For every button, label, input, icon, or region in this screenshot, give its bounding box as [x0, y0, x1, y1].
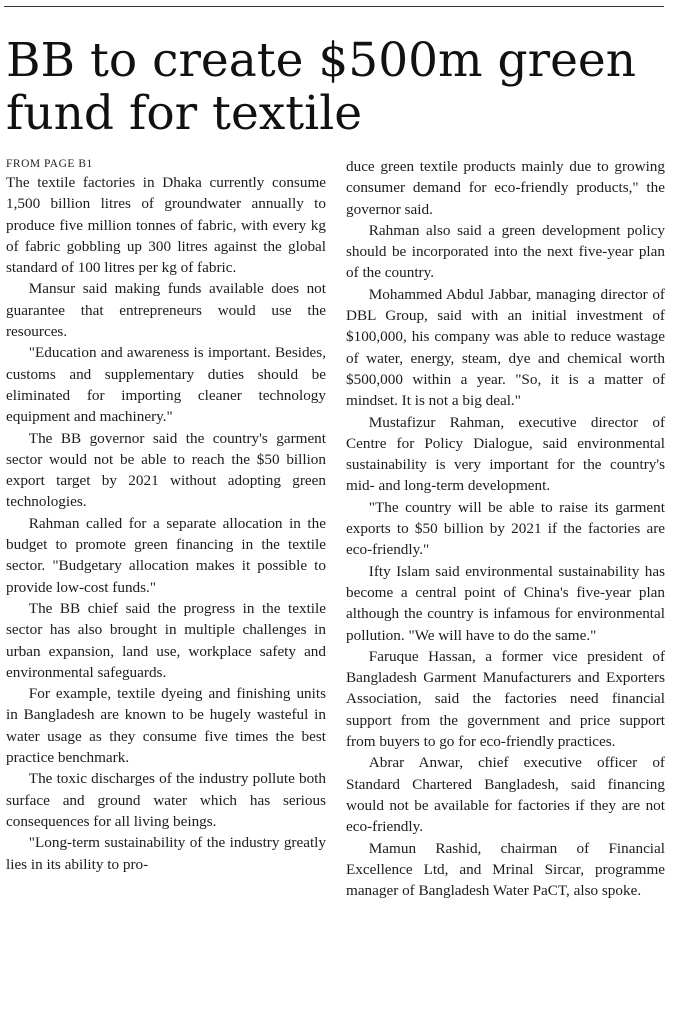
paragraph: Mamun Rashid, chairman of Financial Excellence Ltd, and Mrinal Sircar, programme manager of Bangladesh Water PaCT, also spoke. [346, 839, 665, 900]
paragraph: The BB governor said the country's garment sector would not be able to reach the $50 billion export target by 2021 without adopting green technologies. [6, 429, 326, 511]
paragraph: The textile factories in Dhaka currently consume 1,500 billion litres of groundwater annually to produce five million tonnes of fabric, with every kg of fabric gobbling up 300 litres against the global standard of 100 litres per kg of fabric. [6, 174, 326, 277]
paragraph: The toxic discharges of the industry pollute both surface and ground water which has serious consequences for all living beings. [6, 770, 326, 830]
paragraph: Faruque Hassan, a former vice president of Bangladesh Garment Manufacturers and Exporters Association, said the factories need financial support from the government and price support from buyers to go for eco-friendly practices. [346, 647, 665, 751]
paragraph-continuation: duce green textile products mainly due to growing consumer demand for eco-friendly products," the governor said. [346, 158, 665, 218]
paragraph: "Education and awareness is important. Besides, customs and supplementary duties should be eliminated for importing cleaner technology equipment and machinery." [6, 344, 326, 426]
paragraph: For example, textile dyeing and finishing units in Bangladesh are known to be hugely wasteful in water usage as they consume five times the best practice benchmark. [6, 685, 326, 767]
paragraph: Mohammed Abdul Jabbar, managing director of DBL Group, said with an initial investment of $100,000, his company was able to reduce wastage of water, energy, steam, dye and chemical worth $500,000 within a year. "So, it is a matter of mindset. It is not a big deal." [346, 285, 665, 410]
paragraph: Mansur said making funds available does not guarantee that entrepreneurs would use the resources. [6, 280, 326, 341]
left-column [6, 156, 326, 875]
paragraph: The BB chief said the progress in the textile sector has also brought in multiple challenges in urban expansion, land use, workplace safety and environmental safeguards. [6, 599, 326, 681]
paragraph: Rahman called for a separate allocation in the budget to promote green financing in the textile sector. "Budgetary allocation makes it possible to provide low-cost funds." [6, 514, 326, 596]
paragraph: Ifty Islam said environmental sustainability has become a central point of China's five-year plan although the country is infamous for environmental pollution. "We will have to do the same." [346, 562, 665, 644]
paragraph: "Long-term sustainability of the industry greatly lies in its ability to pro- [6, 834, 326, 873]
paragraph: Mustafizur Rahman, executive director of Centre for Policy Dialogue, said environmental sustainability is very important for the country's mid- and long-term development. [346, 413, 665, 495]
paragraph: Rahman also said a green development policy should be incorporated into the next five-year plan of the country. [346, 221, 665, 282]
headline: BB to create $500m green fund for textile [6, 33, 636, 141]
top-rule [4, 6, 664, 7]
paragraph: "The country will be able to raise its garment exports to $50 billion by 2021 if the factories are eco-friendly." [346, 498, 665, 559]
jump-line: FROM PAGE B1 [6, 158, 93, 170]
paragraph: Abrar Anwar, chief executive officer of Standard Chartered Bangladesh, said financing would not be available for factories if they are not eco-friendly. [346, 754, 665, 836]
right-column [346, 156, 665, 901]
